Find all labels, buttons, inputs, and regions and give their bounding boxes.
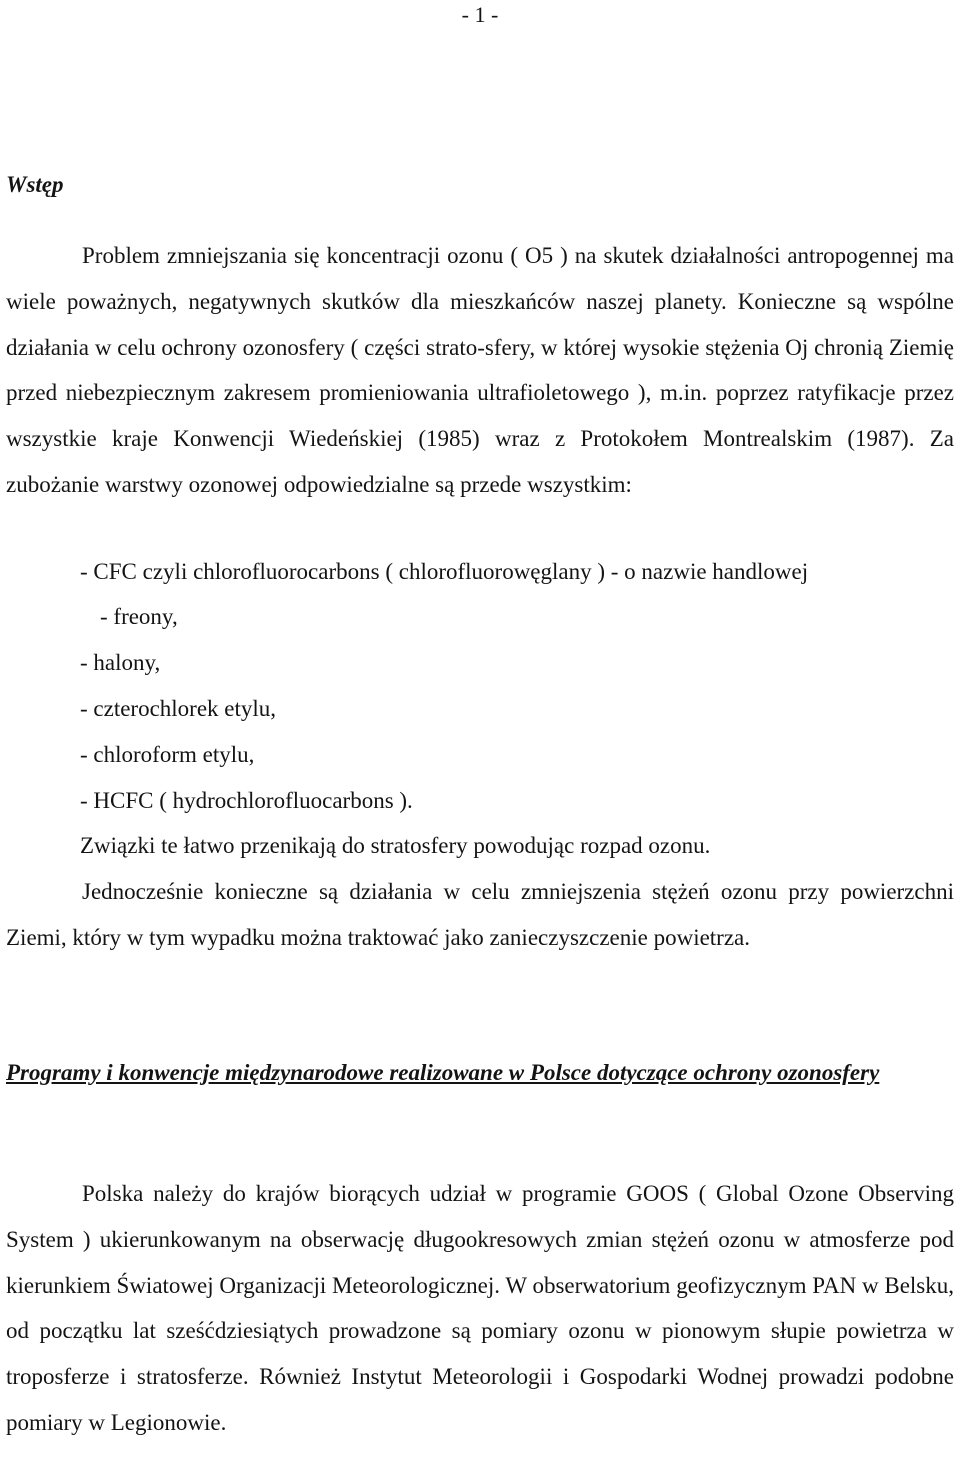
compounds-sentence: Związki te łatwo przenikają do stratosfery powodując rozpad ozonu. — [80, 833, 711, 858]
list-item: - HCFC ( hydrochlorofluocarbons ). — [80, 788, 413, 813]
page-number: - 1 - — [461, 2, 499, 27]
goos-paragraph — [6, 1171, 954, 1446]
list-item: - chloroform etylu, — [80, 742, 255, 767]
list-item: - czterochlorek etylu, — [80, 696, 277, 721]
second-paragraph — [6, 869, 954, 961]
section-heading-programy: Programy i konwencje międzynarodowe realizowane w Polsce dotyczące ochrony ozonosfery — [6, 1060, 880, 1085]
second-paragraph-text: Jednocześnie konieczne są działania w celu zmniejszenia stężeń ozonu przy powierzchni Ziemi, który w tym wypadku można traktować jako zanieczyszczenie powietrza. — [6, 879, 954, 950]
section-heading-wstep: Wstęp — [6, 172, 64, 197]
list-item: - freony, — [100, 604, 178, 629]
intro-paragraph — [6, 233, 954, 508]
list-item: - CFC czyli chlorofluorocarbons ( chlorofluorowęglany ) - o nazwie handlowej — [80, 559, 809, 584]
intro-paragraph-text: Problem zmniejszania się koncentracji ozonu ( O5 ) na skutek działalności antropogennej ma wiele poważnych, negatywnych skutków dla mieszkańców naszej planety. Konieczne są wspólne działania w celu ochrony ozonosfery ( części strato-sfery, w której wysokie stężenia Oj chronią Ziemię przed niebezpiecznym zakresem promieniowania ultrafioletowego ), m.in. poprzez ratyfikacje przez wszystkie kraje Konwencji Wiedeńskiej (1985) wraz z Protokołem Montrealskim (1987). Za zubożanie warstwy ozonowej odpowiedzialne są przede wszystkim: — [6, 243, 954, 497]
goos-paragraph-text: Polska należy do krajów biorących udział w programie GOOS ( Global Ozone Observing System ) ukierunkowanym na obserwację długookresowych zmian stężeń ozonu w atmosferze pod kierunkiem Światowej Organizacji Meteorologicznej. W obserwatorium geofizycznym PAN w Belsku, od początku lat sześćdziesiątych prowadzone są pomiary ozonu w pionowym słupie powietrza w troposferze i stratosferze. Również Instytut Meteorologii i Gospodarki Wodnej prowadzi podobne pomiary w Legionowie. — [6, 1181, 954, 1435]
list-item: - halony, — [80, 650, 161, 675]
